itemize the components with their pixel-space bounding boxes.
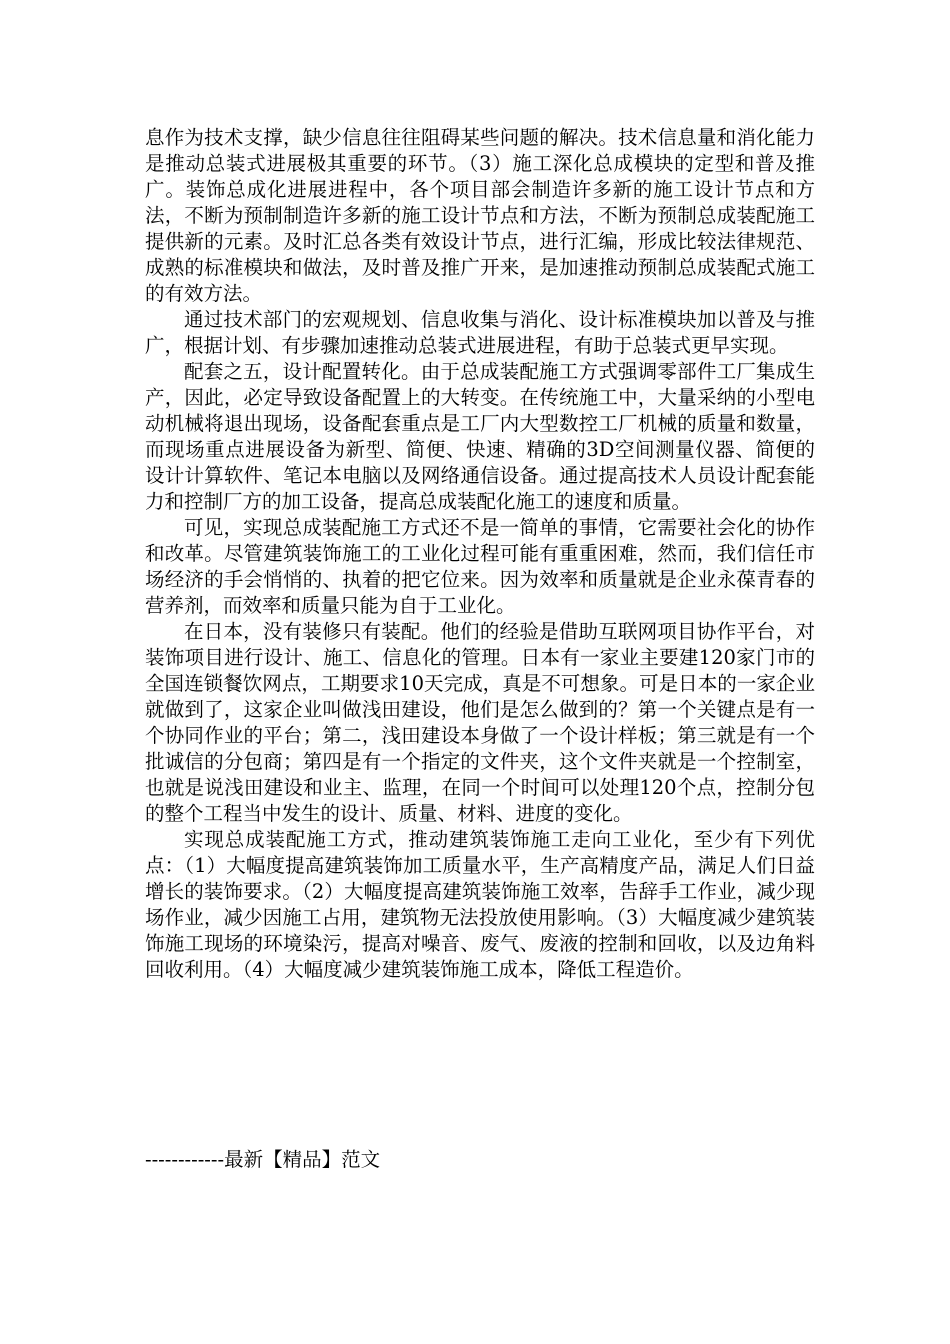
footer-label: ------------最新【精品】范文	[145, 1148, 381, 1171]
paragraph-technical-department: 通过技术部门的宏观规划、信息收集与消化、设计标准模块加以普及与推广，根据计划、有步骤加速推动总装式进展进程，有助于总装式更早实现。	[145, 308, 815, 357]
paragraph-japan-example: 在日本，没有装修只有装配。他们的经验是借助互联网项目协作平台，对装饰项目进行设计、施工、信息化的管理。日本有一家业主要建120家门市的全国连锁餐饮网点，工期要求10天完成，真是不可想象。可是日本的一家企业就做到了，这家企业叫做浅田建设，他们是怎么做到的？第一个关键点是有一个协同作业的平台；第二，浅田建设本身做了一个设计样板；第三就是有一个批诚信的分包商；第四是有一个指定的文件夹，这个文件夹就是一个控制室，也就是说浅田建设和业主、监理，在同一个时间可以处理120个点，控制分包的整个工程当中发生的设计、质量、材料、进度的变化。	[145, 620, 815, 825]
paragraph-continuation: 息作为技术支撑，缺少信息往往阻碍某些问题的解决。技术信息量和消化能力是推动总装式进展极其重要的环节。（3）施工深化总成模块的定型和普及推广。装饰总成化进展进程中，各个项目部会制造许多新的施工设计节点和方法，不断为预制制造许多新的施工设计节点和方法，不断为预制总成装配施工提供新的元素。及时汇总各类有效设计节点，进行汇编，形成比较法律规范、成熟的标准模块和做法，及时普及推广开来，是加速推动预制总成装配式施工的有效方法。	[145, 126, 815, 305]
paragraph-supporting-five: 配套之五，设计配置转化。由于总成装配施工方式强调零部件工厂集成生产，因此，必定导致设备配置上的大转变。在传统施工中，大量采纳的小型电动机械将退出现场，设备配套重点是工厂内大型数控工厂机械的质量和数量，而现场重点进展设备为新型、简便、快速、精确的3D空间测量仪器、简便的设计计算软件、笔记本电脑以及网络通信设备。通过提高技术人员设计配套能力和控制厂方的加工设备，提高总成装配化施工的速度和质量。	[145, 360, 815, 513]
document-body	[145, 125, 815, 983]
paragraph-conclusion: 可见，实现总成装配施工方式还不是一简单的事情，它需要社会化的协作和改革。尽管建筑装饰施工的工业化过程可能有重重困难，然而，我们信任市场经济的手会悄悄的、执着的把它位来。因为效率和质量就是企业永葆青春的营养剂，而效率和质量只能为自于工业化。	[145, 516, 815, 617]
paragraph-advantages: 实现总成装配施工方式，推动建筑装饰施工走向工业化，至少有下列优点：（1）大幅度提高建筑装饰加工质量水平，生产高精度产品，满足人们日益增长的装饰要求。（2）大幅度提高建筑装饰施工效率，告辞手工作业，减少现场作业，减少因施工占用，建筑物无法投放使用影响。（3）大幅度减少建筑装饰施工现场的环境染污，提高对噪音、废气、废液的控制和回收，以及边角料回收利用。（4）大幅度减少建筑装饰施工成本，降低工程造价。	[145, 828, 815, 981]
